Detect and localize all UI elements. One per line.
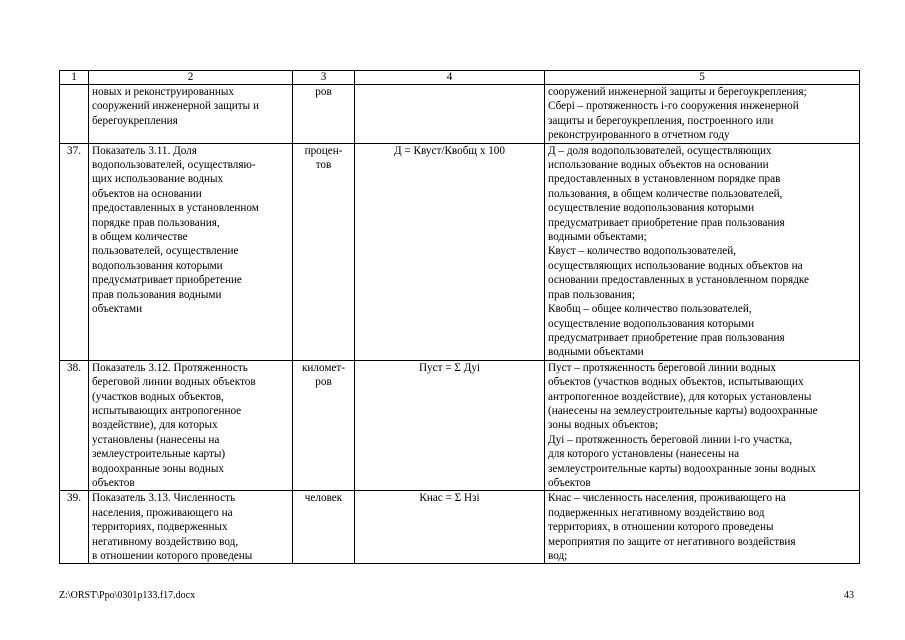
cell-text-line: Показатель 3.11. Доля bbox=[92, 144, 197, 157]
cell-text-line: объектов (участков водных объектов, испытывающих bbox=[548, 376, 804, 389]
unit-cell bbox=[293, 491, 355, 564]
cell-text-line: Д – доля водопользователей, осуществляющих bbox=[548, 144, 772, 157]
cell-text-line: землеустроительные карты) bbox=[92, 448, 226, 461]
cell-text-line: щих использование водных bbox=[92, 173, 224, 186]
table-row bbox=[60, 85, 860, 144]
cell-text-line: водопользования которыми bbox=[92, 259, 223, 272]
row-number-cell bbox=[60, 85, 89, 144]
cell-text-line: порядке прав пользования, bbox=[92, 216, 220, 229]
indicator-name-cell bbox=[89, 491, 293, 564]
cell-text-line: негативному воздействию вод, bbox=[92, 535, 239, 548]
cell-text-line: Квуст – количество водопользователей, bbox=[548, 245, 737, 258]
cell-text-line: осуществление водопользования которыми bbox=[548, 202, 755, 215]
cell-text-line: водными объектами; bbox=[548, 231, 647, 244]
cell-text-line: водными объектами bbox=[548, 346, 644, 359]
cell-text-line: реконструированного в отчетном году bbox=[548, 129, 730, 142]
cell-text-line: испытывающих антропогенное bbox=[92, 404, 242, 417]
formula-cell bbox=[355, 85, 545, 144]
row-number-cell: 37. bbox=[60, 143, 89, 360]
cell-text-line: процен- bbox=[304, 144, 343, 157]
cell-text-line: установлены (нанесены на bbox=[92, 433, 220, 446]
row-number-cell: 39. bbox=[60, 491, 89, 564]
cell-text-line: пользователей, осуществление bbox=[92, 245, 239, 258]
column-header: 5 bbox=[545, 71, 860, 85]
cell-text-line: землеустроительные карты) водоохранные зоны водных bbox=[548, 462, 816, 475]
formula-cell: Кнас = Σ Нзi bbox=[355, 491, 545, 564]
footer-page-number: 43 bbox=[844, 590, 854, 601]
cell-text-line: подверженных негативному воздействию вод bbox=[548, 506, 765, 519]
cell-text-line: территориях, подверженных bbox=[92, 521, 228, 534]
unit-cell bbox=[293, 360, 355, 491]
cell-text-line: (нанесены на землеустроительные карты) водоохранные bbox=[548, 404, 818, 417]
cell-text-line: Показатель 3.12. Протяженность bbox=[92, 361, 248, 374]
column-header: 1 bbox=[60, 71, 89, 85]
footer-file-path: Z:\ORST\Ppo\0301p133.f17.docx bbox=[59, 590, 196, 601]
unit-cell bbox=[293, 143, 355, 360]
cell-text-line: прав пользования водными bbox=[92, 288, 222, 301]
cell-text-line: ров bbox=[315, 376, 332, 389]
cell-text-line: населения, проживающего на bbox=[92, 506, 233, 519]
cell-text-line: километ- bbox=[301, 361, 346, 374]
cell-text-line: защиты и берегоукрепления, построенного или bbox=[548, 114, 774, 127]
cell-text-line: предусматривает приобретение bbox=[92, 274, 242, 287]
cell-text-line: (участков водных объектов, bbox=[92, 390, 224, 403]
cell-text-line: сооружений инженерной защиты и bbox=[92, 100, 259, 113]
indicator-name-cell bbox=[89, 360, 293, 491]
table-row bbox=[60, 491, 860, 564]
cell-text-line: мероприятия по защите от негативного воздействия bbox=[548, 535, 796, 548]
cell-text-line: территориях, в отношении которого проведены bbox=[548, 521, 774, 534]
cell-text-line: пользования, в общем количестве пользователей, bbox=[548, 187, 783, 200]
cell-text-line: объектов bbox=[92, 476, 135, 489]
table-row bbox=[60, 360, 860, 491]
cell-text-line: Квобщ – общее количество пользователей, bbox=[548, 303, 752, 316]
cell-text-line: предоставленных в установленном порядке прав bbox=[548, 173, 781, 186]
cell-text-line: в отношении которого проведены bbox=[92, 550, 253, 562]
cell-text-line: объектами bbox=[92, 303, 143, 316]
cell-text-line: для которого установлены (нанесены на bbox=[548, 448, 740, 461]
cell-text-line: человек bbox=[304, 492, 343, 505]
cell-text-line: тов bbox=[315, 159, 332, 172]
cell-text-line: в общем количестве bbox=[92, 231, 188, 244]
cell-text-line: прав пользования; bbox=[548, 288, 636, 301]
cell-text-line: новых и реконструированных bbox=[92, 86, 234, 98]
cell-text-line: осуществление водопользования которыми bbox=[548, 317, 755, 330]
cell-text-line: водопользователей, осуществляю- bbox=[92, 159, 256, 172]
cell-text-line: предусматривает приобретение прав пользования bbox=[548, 331, 785, 344]
description-cell bbox=[545, 360, 860, 491]
cell-text-line: ров bbox=[315, 86, 332, 98]
description-cell bbox=[545, 491, 860, 564]
cell-text-line: береговой линии водных объектов bbox=[92, 376, 256, 389]
table-row bbox=[60, 143, 860, 360]
cell-text-line: Дуi – протяженность береговой линии i-го участка, bbox=[548, 433, 793, 446]
cell-text-line: водоохранные зоны водных bbox=[92, 462, 224, 475]
cell-text-line: Кнас – численность населения, проживающего на bbox=[548, 492, 786, 505]
description-cell bbox=[545, 85, 860, 144]
cell-text-line: предоставленных в установленном bbox=[92, 202, 259, 215]
row-number-cell: 38. bbox=[60, 360, 89, 491]
table-header-row bbox=[60, 71, 860, 85]
cell-text-line: предусматривает приобретение прав пользования bbox=[548, 216, 785, 229]
formula-cell: Пуст = Σ Дуi bbox=[355, 360, 545, 491]
indicator-name-cell bbox=[89, 143, 293, 360]
cell-text-line: осуществляющих использование водных объектов на bbox=[548, 259, 803, 272]
formula-cell: Д = Квуст/Квобщ х 100 bbox=[355, 143, 545, 360]
column-header: 4 bbox=[355, 71, 545, 85]
indicator-name-cell bbox=[89, 85, 293, 144]
cell-text-line: зоны водных объектов; bbox=[548, 419, 659, 432]
cell-text-line: воздействие), для которых bbox=[92, 419, 218, 432]
cell-text-line: объектов bbox=[548, 476, 591, 489]
cell-text-line: Сберi – протяженность i-го сооружения инженерной bbox=[548, 100, 799, 113]
unit-cell bbox=[293, 85, 355, 144]
cell-text-line: Пуст – протяженность береговой линии водных bbox=[548, 361, 776, 374]
cell-text-line: сооружений инженерной защиты и берегоукрепления; bbox=[548, 86, 807, 98]
indicator-table bbox=[59, 70, 860, 564]
column-header: 3 bbox=[293, 71, 355, 85]
cell-text-line: объектов на основании bbox=[92, 187, 202, 200]
cell-text-line: использование водных объектов на основании bbox=[548, 159, 769, 172]
column-header: 2 bbox=[89, 71, 293, 85]
cell-text-line: берегоукрепления bbox=[92, 114, 178, 127]
description-cell bbox=[545, 143, 860, 360]
cell-text-line: антропогенное воздействие), для которых установлены bbox=[548, 390, 812, 403]
cell-text-line: основании предоставленных в установленном порядке bbox=[548, 274, 810, 287]
cell-text-line: Показатель 3.13. Численность bbox=[92, 492, 236, 505]
cell-text-line: вод; bbox=[548, 550, 568, 562]
